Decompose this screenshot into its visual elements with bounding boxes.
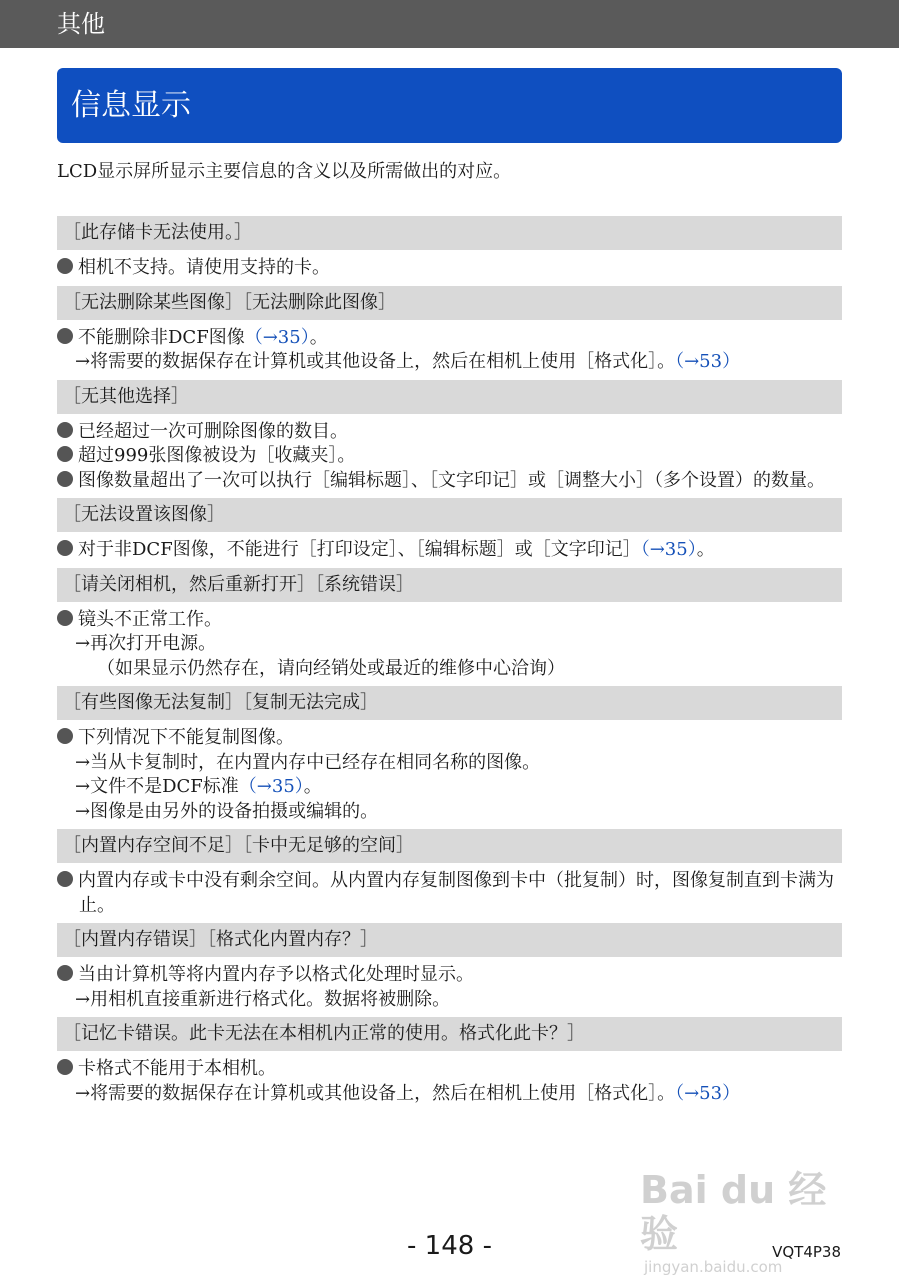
page-number: - 148 - [407,1231,492,1261]
section-body [57,414,842,499]
item-text: →文件不是DCF标准 [75,776,239,797]
item-text: →当从卡复制时，在内置内存中已经存在相同名称的图像。 [75,751,541,773]
item-text: 下列情况下不能复制图像。 [78,727,294,748]
message-list [57,216,842,1111]
page-reference-link[interactable]: （→35） [640,539,697,560]
bullet-dot-icon [57,471,73,487]
sub-item [57,800,842,825]
sub-item [57,1082,842,1107]
sub-item [57,751,842,776]
item-text: （如果显示仍然存在，请向经销处或最近的维修中心洽询） [97,657,565,679]
item-text: 卡格式不能用于本相机。 [78,1058,276,1079]
bullet-item [57,869,842,918]
sub-item [57,775,842,800]
bullet-dot-icon [57,1059,73,1075]
section-heading: ［此存储卡无法使用。］ [57,216,842,250]
page-reference-link[interactable]: （→53） [675,351,741,372]
bullet-item [57,608,842,633]
watermark-url: jingyan.baidu.com [644,1258,783,1276]
section-label: 其他 [57,10,105,38]
sub-item [57,350,842,375]
item-text: →将需要的数据保存在计算机或其他设备上，然后在相机上使用［格式化］。 [75,1082,676,1104]
bullet-dot-icon [57,446,73,462]
item-text: 已经超过一次可删除图像的数目。 [78,420,348,442]
bullet-item [57,420,842,445]
item-text: 不能删除非DCF图像 [78,326,245,348]
item-text: 对于非DCF图像，不能进行［打印设定］、［编辑标题］或［文字印记］ [78,539,641,560]
section-header-bar [0,0,899,48]
bullet-item [57,256,842,281]
section-heading: ［无其他选择］ [57,380,842,414]
section-body [57,720,842,829]
bullet-dot-icon [57,965,73,981]
item-text: 镜头不正常工作。 [78,608,222,630]
document-code: VQT4P38 [772,1243,841,1261]
sub-item [57,657,842,682]
item-text: →图像是由另外的设备拍摄或编辑的。 [75,800,379,822]
item-text: →将需要的数据保存在计算机或其他设备上，然后在相机上使用［格式化］。 [75,351,676,372]
section-heading: ［无法设置该图像］ [57,498,842,532]
section-heading: ［内置内存错误］［格式化内置内存？］ [57,923,842,957]
bullet-dot-icon [57,422,73,438]
item-text: 当由计算机等将内置内存予以格式化处理时显示。 [78,964,474,985]
section-body [57,250,842,286]
bullet-item [57,444,842,469]
section-body [57,863,842,923]
bullet-item [57,326,842,351]
section-heading: ［无法删除某些图像］［无法删除此图像］ [57,286,842,320]
section-body [57,602,842,687]
bullet-dot-icon [57,258,73,274]
section-heading: ［请关闭相机，然后重新打开］［系统错误］ [57,568,842,602]
bullet-item [57,538,842,563]
bullet-item [57,726,842,751]
item-text-end: 。 [303,776,322,797]
page-title: 信息显示 [57,68,842,143]
bullet-dot-icon [57,728,73,744]
item-text: →用相机直接重新进行格式化。数据将被删除。 [75,988,451,1010]
page-reference-link[interactable]: （→35） [238,776,304,797]
watermark-brand: Bai du 经验 [640,1168,827,1256]
section-heading: ［内置内存空间不足］［卡中无足够的空间］ [57,829,842,863]
intro-text: LCD显示屏所显示主要信息的含义以及所需做出的对应。 [57,161,512,182]
item-text: 内置内存或卡中没有剩余空间。从内置内存复制图像到卡中（批复制）时，图像复制直到卡满为止。 [78,870,834,916]
section-body [57,957,842,1017]
bullet-item [57,963,842,988]
item-text: 图像数量超出了一次可以执行［编辑标题］、［文字印记］或［调整大小］（多个设置）的数量。 [78,469,825,491]
bullet-dot-icon [57,540,73,556]
sub-item [57,632,842,657]
bullet-dot-icon [57,610,73,626]
section-heading: ［有些图像无法复制］［复制无法完成］ [57,686,842,720]
bullet-dot-icon [57,328,73,344]
section-body [57,532,842,568]
page-reference-link[interactable]: （→53） [675,1082,741,1104]
item-text: →再次打开电源。 [75,633,217,654]
item-text-end: 。 [309,326,328,348]
section-body [57,1051,842,1111]
page-reference-link[interactable]: （→35） [244,326,310,348]
item-text: 超过999张图像被设为［收藏夹］。 [78,445,356,466]
bullet-dot-icon [57,871,73,887]
section-heading: ［记忆卡错误。此卡无法在本相机内正常的使用。格式化此卡？］ [57,1017,842,1051]
section-body [57,320,842,380]
bullet-item [57,1057,842,1082]
bullet-item [57,469,842,494]
item-text-end: 。 [696,539,715,560]
sub-item [57,988,842,1013]
item-text: 相机不支持。请使用支持的卡。 [78,257,330,278]
